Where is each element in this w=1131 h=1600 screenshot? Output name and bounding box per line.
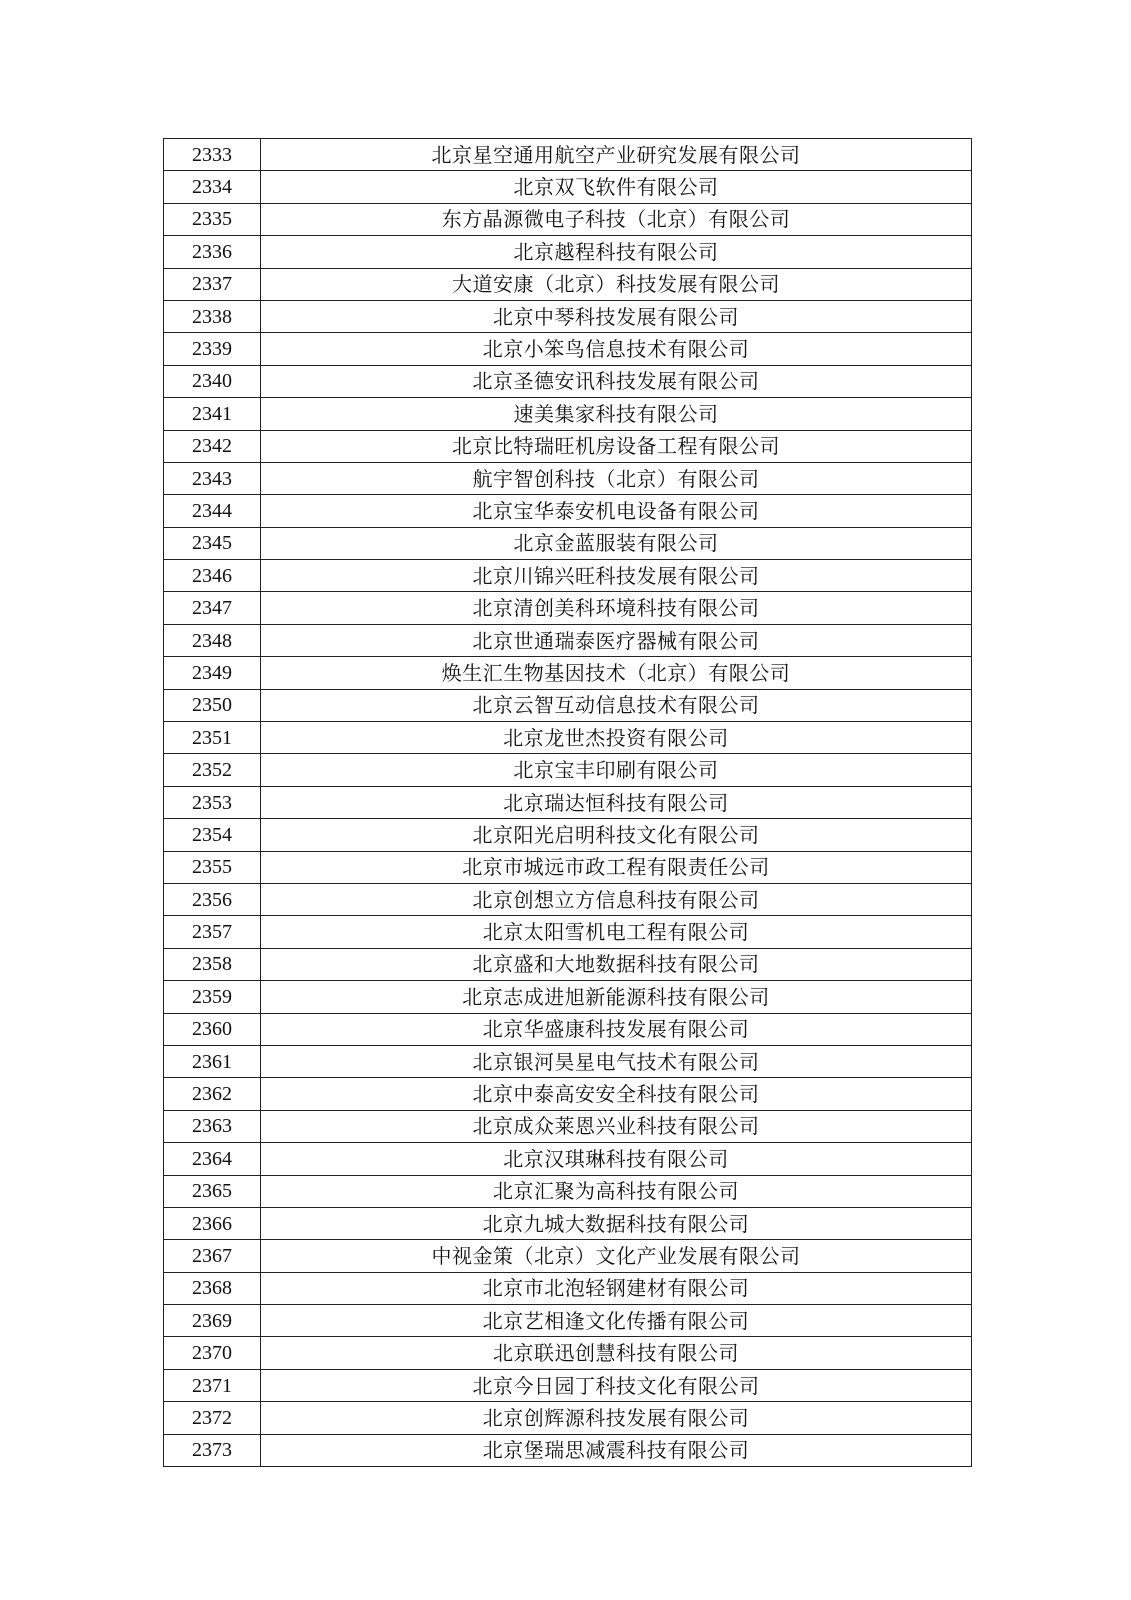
company-name-cell: 北京中泰高安安全科技有限公司: [261, 1078, 972, 1110]
company-name-cell: 北京宝华泰安机电设备有限公司: [261, 495, 972, 527]
table-row: [164, 754, 972, 786]
table-row: [164, 1369, 972, 1401]
company-name-cell: 北京汇聚为高科技有限公司: [261, 1175, 972, 1207]
company-name-cell: 北京艺相逢文化传播有限公司: [261, 1305, 972, 1337]
table-row: [164, 1207, 972, 1239]
table-row: [164, 1143, 972, 1175]
company-name-cell: 中视金策（北京）文化产业发展有限公司: [261, 1240, 972, 1272]
company-name-cell: 北京华盛康科技发展有限公司: [261, 1013, 972, 1045]
row-number-cell: 2371: [164, 1369, 261, 1401]
table-row: [164, 560, 972, 592]
row-number-cell: 2344: [164, 495, 261, 527]
company-name-cell: 北京越程科技有限公司: [261, 236, 972, 268]
row-number-cell: 2356: [164, 883, 261, 915]
row-number-cell: 2338: [164, 300, 261, 332]
company-name-cell: 北京九城大数据科技有限公司: [261, 1207, 972, 1239]
table-row: [164, 819, 972, 851]
company-name-cell: 北京市城远市政工程有限责任公司: [261, 851, 972, 883]
company-name-cell: 北京堡瑞思减震科技有限公司: [261, 1434, 972, 1466]
row-number-cell: 2359: [164, 981, 261, 1013]
company-name-cell: 北京龙世杰投资有限公司: [261, 722, 972, 754]
company-name-cell: 北京阳光启明科技文化有限公司: [261, 819, 972, 851]
company-name-cell: 北京金蓝服装有限公司: [261, 527, 972, 559]
table-row: [164, 268, 972, 300]
row-number-cell: 2345: [164, 527, 261, 559]
table-row: [164, 495, 972, 527]
table-row: [164, 1337, 972, 1369]
row-number-cell: 2365: [164, 1175, 261, 1207]
company-name-cell: 北京云智互动信息技术有限公司: [261, 689, 972, 721]
row-number-cell: 2373: [164, 1434, 261, 1466]
company-name-cell: 北京成众莱恩兴业科技有限公司: [261, 1110, 972, 1142]
table-row: [164, 883, 972, 915]
row-number-cell: 2366: [164, 1207, 261, 1239]
company-name-cell: 北京汉琪琳科技有限公司: [261, 1143, 972, 1175]
company-name-cell: 北京中琴科技发展有限公司: [261, 300, 972, 332]
company-name-cell: 焕生汇生物基因技术（北京）有限公司: [261, 657, 972, 689]
row-number-cell: 2349: [164, 657, 261, 689]
table-row: [164, 300, 972, 332]
company-name-cell: 北京比特瑞旺机房设备工程有限公司: [261, 430, 972, 462]
row-number-cell: 2348: [164, 624, 261, 656]
table-row: [164, 333, 972, 365]
table-row: [164, 365, 972, 397]
row-number-cell: 2357: [164, 916, 261, 948]
row-number-cell: 2341: [164, 398, 261, 430]
company-list-table: [163, 138, 972, 1467]
table-row: [164, 462, 972, 494]
table-row: [164, 916, 972, 948]
company-name-cell: 北京星空通用航空产业研究发展有限公司: [261, 139, 972, 171]
table-row: [164, 981, 972, 1013]
row-number-cell: 2333: [164, 139, 261, 171]
row-number-cell: 2352: [164, 754, 261, 786]
row-number-cell: 2363: [164, 1110, 261, 1142]
row-number-cell: 2353: [164, 786, 261, 818]
table-row: [164, 203, 972, 235]
company-name-cell: 北京创想立方信息科技有限公司: [261, 883, 972, 915]
row-number-cell: 2364: [164, 1143, 261, 1175]
table-row: [164, 1434, 972, 1466]
table-row: [164, 430, 972, 462]
company-name-cell: 北京银河昊星电气技术有限公司: [261, 1045, 972, 1077]
row-number-cell: 2362: [164, 1078, 261, 1110]
row-number-cell: 2334: [164, 171, 261, 203]
row-number-cell: 2335: [164, 203, 261, 235]
table-row: [164, 851, 972, 883]
row-number-cell: 2350: [164, 689, 261, 721]
row-number-cell: 2343: [164, 462, 261, 494]
table-row: [164, 624, 972, 656]
company-name-cell: 北京圣德安讯科技发展有限公司: [261, 365, 972, 397]
company-name-cell: 北京瑞达恒科技有限公司: [261, 786, 972, 818]
row-number-cell: 2346: [164, 560, 261, 592]
table-row: [164, 398, 972, 430]
row-number-cell: 2372: [164, 1402, 261, 1434]
row-number-cell: 2361: [164, 1045, 261, 1077]
table-row: [164, 1175, 972, 1207]
table-row: [164, 786, 972, 818]
company-name-cell: 北京太阳雪机电工程有限公司: [261, 916, 972, 948]
table-row: [164, 1402, 972, 1434]
row-number-cell: 2347: [164, 592, 261, 624]
row-number-cell: 2370: [164, 1337, 261, 1369]
table-row: [164, 139, 972, 171]
row-number-cell: 2337: [164, 268, 261, 300]
table-row: [164, 1045, 972, 1077]
table-row: [164, 1272, 972, 1304]
table-row: [164, 657, 972, 689]
table-row: [164, 722, 972, 754]
company-name-cell: 大道安康（北京）科技发展有限公司: [261, 268, 972, 300]
row-number-cell: 2354: [164, 819, 261, 851]
company-name-cell: 航宇智创科技（北京）有限公司: [261, 462, 972, 494]
row-number-cell: 2367: [164, 1240, 261, 1272]
company-name-cell: 北京小笨鸟信息技术有限公司: [261, 333, 972, 365]
company-name-cell: 北京创辉源科技发展有限公司: [261, 1402, 972, 1434]
row-number-cell: 2369: [164, 1305, 261, 1337]
company-name-cell: 北京双飞软件有限公司: [261, 171, 972, 203]
row-number-cell: 2340: [164, 365, 261, 397]
row-number-cell: 2342: [164, 430, 261, 462]
table-row: [164, 1110, 972, 1142]
company-name-cell: 北京清创美科环境科技有限公司: [261, 592, 972, 624]
company-name-cell: 东方晶源微电子科技（北京）有限公司: [261, 203, 972, 235]
table-row: [164, 1305, 972, 1337]
table-row: [164, 236, 972, 268]
company-name-cell: 北京联迅创慧科技有限公司: [261, 1337, 972, 1369]
table-row: [164, 689, 972, 721]
row-number-cell: 2358: [164, 948, 261, 980]
company-name-cell: 北京市北泡轻钢建材有限公司: [261, 1272, 972, 1304]
table-row: [164, 948, 972, 980]
company-name-cell: 北京川锦兴旺科技发展有限公司: [261, 560, 972, 592]
table-row: [164, 1078, 972, 1110]
company-name-cell: 速美集家科技有限公司: [261, 398, 972, 430]
row-number-cell: 2339: [164, 333, 261, 365]
row-number-cell: 2351: [164, 722, 261, 754]
row-number-cell: 2355: [164, 851, 261, 883]
company-list-body: [164, 139, 972, 1467]
table-row: [164, 1240, 972, 1272]
table-row: [164, 592, 972, 624]
company-name-cell: 北京盛和大地数据科技有限公司: [261, 948, 972, 980]
company-name-cell: 北京世通瑞泰医疗器械有限公司: [261, 624, 972, 656]
company-name-cell: 北京志成进旭新能源科技有限公司: [261, 981, 972, 1013]
row-number-cell: 2360: [164, 1013, 261, 1045]
table-row: [164, 171, 972, 203]
company-name-cell: 北京今日园丁科技文化有限公司: [261, 1369, 972, 1401]
row-number-cell: 2368: [164, 1272, 261, 1304]
row-number-cell: 2336: [164, 236, 261, 268]
company-name-cell: 北京宝丰印刷有限公司: [261, 754, 972, 786]
table-row: [164, 1013, 972, 1045]
table-row: [164, 527, 972, 559]
